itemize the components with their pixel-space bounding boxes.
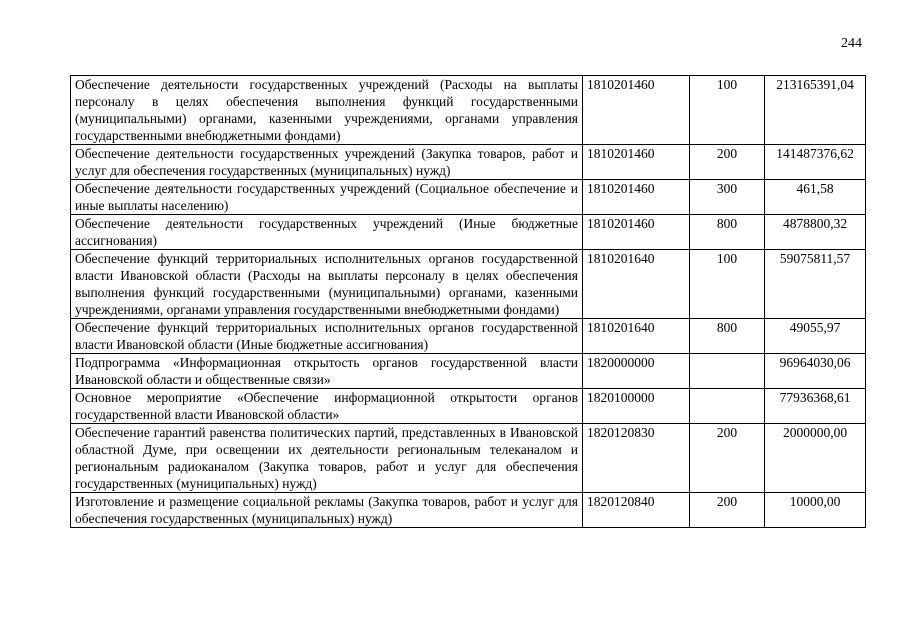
row-target-code: 1810201640 <box>583 319 690 354</box>
row-description: Обеспечение деятельности государственных учреждений (Иные бюджетные ассигнования) <box>71 215 583 250</box>
row-description: Обеспечение деятельности государственных учреждений (Социальное обеспечение и иные выплаты населению) <box>71 180 583 215</box>
row-amount: 49055,97 <box>765 319 866 354</box>
row-expense-type <box>690 354 765 389</box>
table-row <box>71 319 866 354</box>
row-amount: 59075811,57 <box>765 250 866 319</box>
table-row <box>71 250 866 319</box>
row-description: Основное мероприятие «Обеспечение информационной открытости органов государственной власти Ивановской области» <box>71 389 583 424</box>
row-description: Обеспечение деятельности государственных учреждений (Расходы на выплаты персоналу в целях обеспечения выполнения функций государственными (муниципальными) органами, казенными учреждениями, органами управления государственными внебюджетными фондами) <box>71 76 583 145</box>
row-target-code: 1820000000 <box>583 354 690 389</box>
row-amount: 461,58 <box>765 180 866 215</box>
row-amount: 2000000,00 <box>765 424 866 493</box>
table-row <box>71 424 866 493</box>
row-description: Изготовление и размещение социальной рекламы (Закупка товаров, работ и услуг для обеспечения государственных (муниципальных) нужд) <box>71 493 583 528</box>
table-row <box>71 354 866 389</box>
row-amount: 77936368,61 <box>765 389 866 424</box>
table-row <box>71 145 866 180</box>
row-expense-type: 200 <box>690 493 765 528</box>
row-expense-type: 200 <box>690 424 765 493</box>
row-amount: 10000,00 <box>765 493 866 528</box>
row-expense-type: 300 <box>690 180 765 215</box>
page-number: 244 <box>841 36 862 51</box>
table-row <box>71 180 866 215</box>
row-target-code: 1810201460 <box>583 76 690 145</box>
row-expense-type: 100 <box>690 76 765 145</box>
table-row <box>71 493 866 528</box>
row-expense-type: 800 <box>690 215 765 250</box>
row-target-code: 1820100000 <box>583 389 690 424</box>
row-description: Обеспечение гарантий равенства политических партий, представленных в Ивановской областной Думе, при освещении их деятельности региональным телеканалом и региональным радиоканалом (Закупка товаров, работ и услуг для обеспечения государственных (муниципальных) нужд) <box>71 424 583 493</box>
row-amount: 141487376,62 <box>765 145 866 180</box>
row-description: Обеспечение функций территориальных исполнительных органов государственной власти Ивановской области (Расходы на выплаты персоналу в целях обеспечения выполнения функций государственными (муниципальными) органами, казенными учреждениями, органами управления государственными внебюджетными фондами) <box>71 250 583 319</box>
budget-table-body <box>71 76 866 528</box>
table-row <box>71 215 866 250</box>
table-row <box>71 389 866 424</box>
budget-table <box>70 75 866 528</box>
row-expense-type <box>690 389 765 424</box>
row-amount: 96964030,06 <box>765 354 866 389</box>
row-target-code: 1820120830 <box>583 424 690 493</box>
row-description: Обеспечение деятельности государственных учреждений (Закупка товаров, работ и услуг для обеспечения государственных (муниципальных) нужд) <box>71 145 583 180</box>
row-target-code: 1820120840 <box>583 493 690 528</box>
row-target-code: 1810201460 <box>583 215 690 250</box>
table-row <box>71 76 866 145</box>
row-description: Обеспечение функций территориальных исполнительных органов государственной власти Ивановской области (Иные бюджетные ассигнования) <box>71 319 583 354</box>
row-target-code: 1810201460 <box>583 145 690 180</box>
row-expense-type: 100 <box>690 250 765 319</box>
row-target-code: 1810201640 <box>583 250 690 319</box>
row-expense-type: 200 <box>690 145 765 180</box>
row-expense-type: 800 <box>690 319 765 354</box>
row-amount: 4878800,32 <box>765 215 866 250</box>
row-amount: 213165391,04 <box>765 76 866 145</box>
row-target-code: 1810201460 <box>583 180 690 215</box>
row-description: Подпрограмма «Информационная открытость органов государственной власти Ивановской области и общественные связи» <box>71 354 583 389</box>
